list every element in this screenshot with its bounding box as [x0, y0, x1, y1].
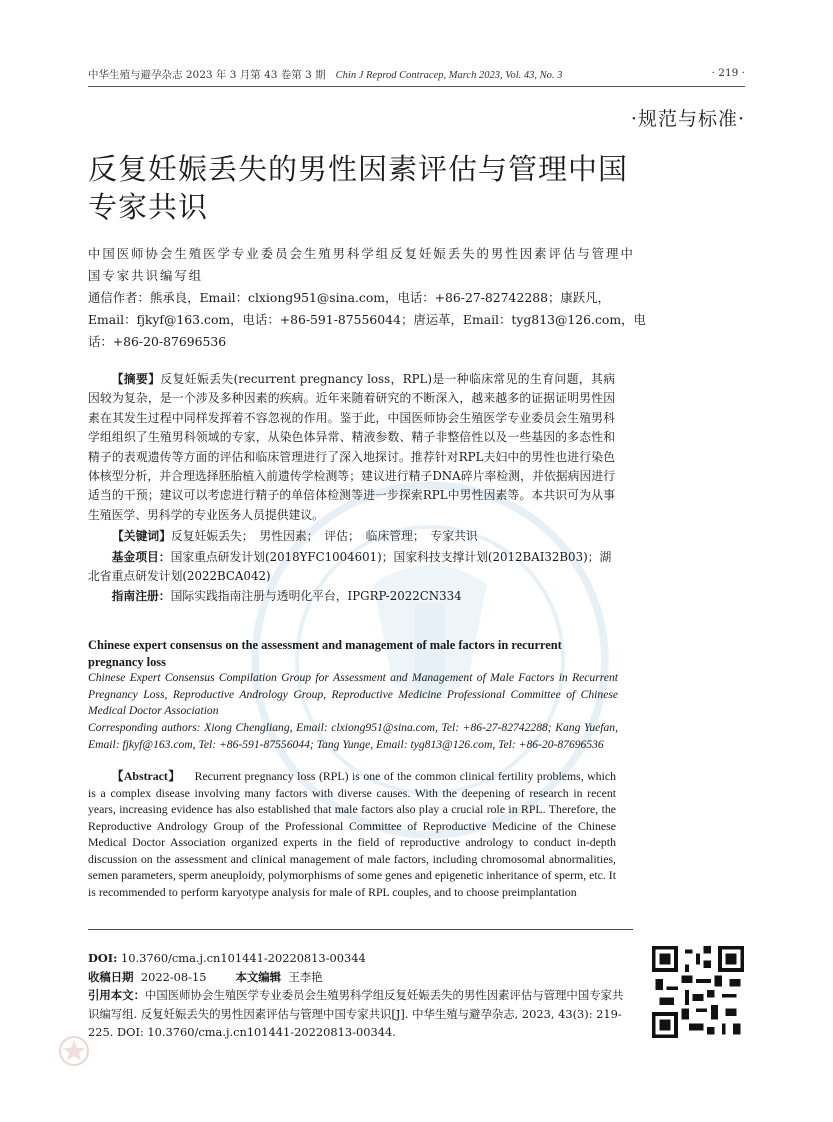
citation-text: 中国医师协会生殖医学专业委员会生殖男科学组反复妊娠丢失的男性因素评估与管理中国专家共识编写组. 反复妊娠丢失的男性因素评估与管理中国专家共识[J]. 中华生殖与避孕杂志, 2023, 43(3): 219-225. DOI: 10.3760/cma.j.cn101441-20220813-00344. [88, 988, 624, 1039]
abstract-cn-text: 反复妊娠丢失(recurrent pregnancy loss，RPL)是一种临床常见的生育问题，其病因较为复杂，是一个涉及多种因素的疾病。近年来随着研究的不断深入，越来越多的证据证明男性因素在其发生过程中同样发挥着不容忽视的作用。鉴于此，中国医师协会生殖医学专业委员会生殖男科学组组织了生殖男科领域的专家，从染色体异常、精液参数、精子非整倍性以及一些基因的多态性和精子的表观遗传等方面的评估和临床管理进行了深入地探讨。推荐针对RPL夫妇中的男性也进行染色体核型分析，并合理选择胚胎植入前遗传学检测等；建议进行精子DNA碎片率检测，并依据病因进行适当的干预；建议可以考虑进行精子的单倍体检测等进一步探索RPL中男性因素等。本共识可为从事生殖医学、男科学的专业医务人员提供建议。 [88, 372, 615, 522]
footer-divider [88, 929, 633, 930]
abstract-cn-label: 【摘要】 [111, 372, 161, 386]
article-title: 反复妊娠丢失的男性因素评估与管理中国专家共识 [88, 152, 629, 224]
funding-text: 国家重点研发计划(2018YFC1004601)；国家科技支撑计划(2012BAI32B03)；湖北省重点研发计划(2022BCA042) [88, 550, 612, 584]
abstract-cn [88, 370, 615, 525]
keywords-text: 反复妊娠丢失； 男性因素； 评估； 临床管理； 专家共识 [171, 529, 478, 543]
running-head [88, 67, 745, 82]
registration-label: 指南注册： [111, 588, 171, 603]
publisher-emblem-icon [58, 1035, 90, 1067]
english-corresponding-authors: Corresponding authors: Xiong Chengliang, Email: clxiong951@sina.com, Tel: +86-27-82742288; Kang Yuefan, Email: fjkyf@163.com, Tel: +86-591-87556044; Tang Yunge, Email: tyg813@126.com, Tel: +86-20-87696536 [88, 721, 618, 751]
header-divider [88, 86, 745, 87]
journal-en: Chin J Reprod Contracep, March 2023, Vol. 43, No. 3 [335, 70, 563, 81]
journal-cn: 中华生殖与避孕杂志 2023 年 3 月第 43 卷第 3 期 [88, 69, 326, 81]
page-number: · 219 · [711, 67, 745, 79]
english-abstract-label: 【Abstract】 [111, 769, 181, 783]
registration-text: 国际实践指南注册与透明化平台，IPGRP-2022CN334 [170, 588, 462, 603]
keywords-label: 【关键词】 [112, 529, 171, 543]
english-author-group: Chinese Expert Consensus Compilation Group for Assessment and Management of Male Factors in Recurrent Pregnancy Loss, Reproductive Andrology Group, Reproductive Medicine Professional Committee of Chinese Medical Doctor Association [88, 671, 618, 717]
keywords-cn [112, 527, 478, 544]
funding-block [88, 548, 615, 606]
doi-value[interactable]: 10.3760/cma.j.cn101441-20220813-00344 [120, 951, 366, 965]
received-label: 收稿日期 [88, 969, 134, 984]
cite-label: 引用本文： [88, 988, 145, 1002]
qr-code-icon[interactable] [652, 946, 744, 1038]
article-footer [88, 949, 633, 1042]
editor-label: 本文编辑 [235, 969, 282, 984]
publisher-logo [58, 1035, 258, 1069]
section-label: ·规范与标准· [630, 108, 745, 130]
english-abstract-text: Recurrent pregnancy loss (RPL) is one of the common clinical fertility problems, which is a complex disease involving many factors with diverse causes. With the deepening of research in recent years, increasing evidence has also established that male factors also play a crucial role in RPL. Therefore, the Reproductive Andrology Group of the Professional Committee of Reproductive Medicine of the Chinese Medical Doctor Association organized experts in the field of reproductive andrology to conduct in-depth discussion on the assessment and clinical management of male factors, including chromosomal abnormalities, semen parameters, sperm aneuploidy, polymorphisms of some genes and epigenetic inheritance of sperm, etc. It is recommended to perform karyotype analysis for male of RPL couples, and to choose preimplantation [88, 769, 616, 899]
author-group: 中国医师协会生殖医学专业委员会生殖男科学组反复妊娠丢失的男性因素评估与管理中国专家共识编写组 [88, 246, 635, 283]
corresponding-authors-cn: 通信作者：熊承良，Email：clxiong951@sina.com，电话：+86-27-82742288；康跃凡，Email：fjkyf@163.com，电话：+86-591-87556044；唐运革，Email：tyg813@126.com，电话：+86-20-87696536 [88, 290, 646, 349]
english-title: Chinese expert consensus on the assessment and management of male factors in recurrent pregnancy loss [88, 638, 562, 669]
funding-label: 基金项目： [111, 550, 171, 564]
editor-name: 王李艳 [288, 969, 323, 984]
doi-label: DOI: [88, 951, 118, 965]
received-date: 2022-08-15 [140, 969, 207, 984]
english-abstract [88, 768, 616, 900]
